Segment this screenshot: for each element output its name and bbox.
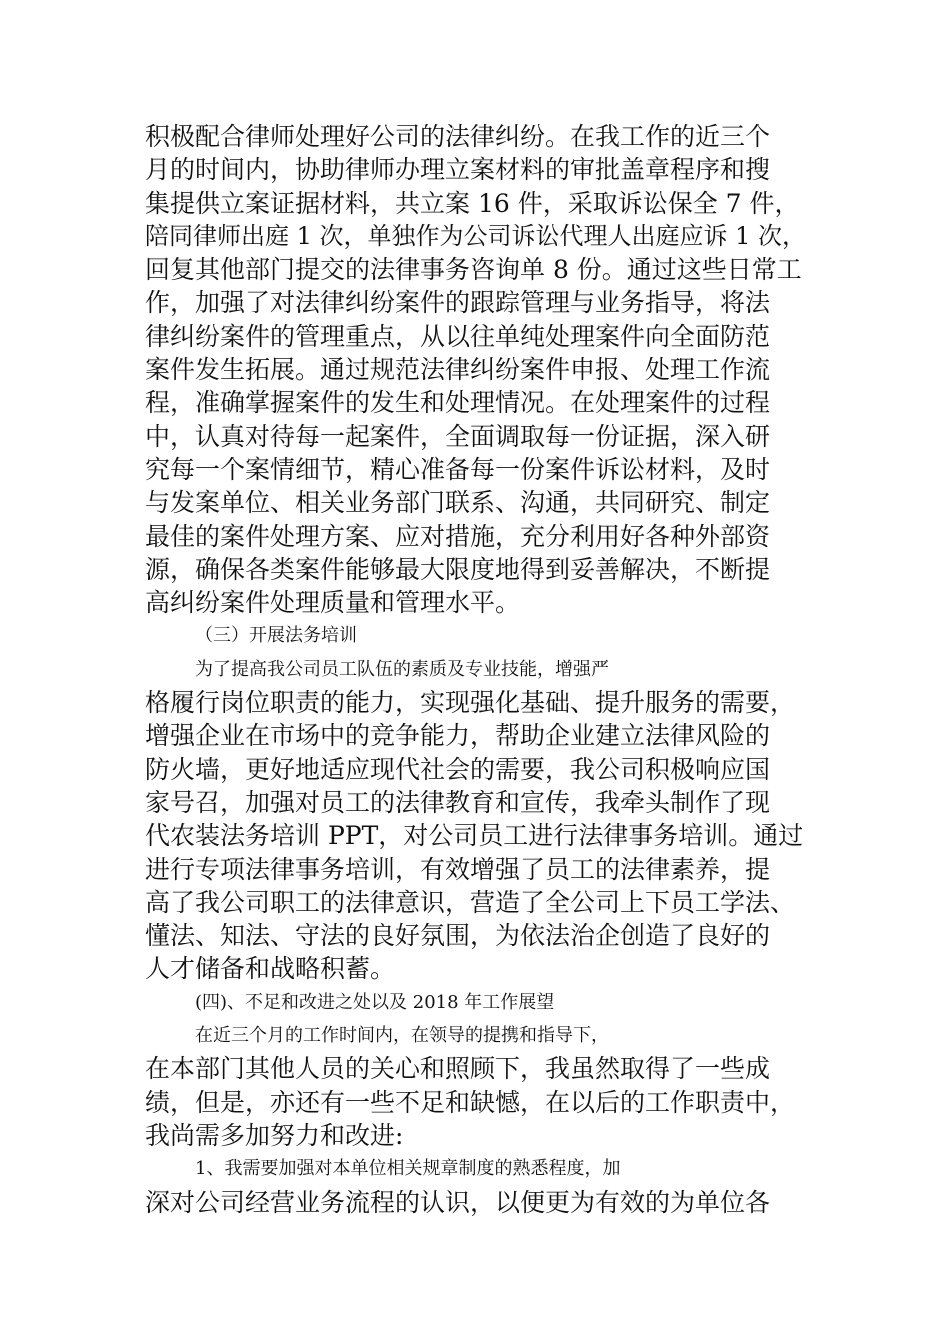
text-line: 案件发生拓展。通过规范法律纠纷案件申报、处理工作流: [145, 355, 771, 385]
text-line: 家号召，加强对员工的法律教育和宣传，我牵头制作了现: [145, 787, 771, 817]
text-line: 回复其他部门提交的法律事务咨询单 8 份。通过这些日常工: [145, 255, 802, 285]
text-line: 源，确保各类案件能够最大限度地得到妥善解决，不断提: [145, 554, 771, 584]
text-line: 绩，但是，亦还有一些不足和缺憾，在以后的工作职责中，: [145, 1087, 796, 1117]
text-line: 人才储备和战略积蓄。: [145, 954, 396, 984]
text-line: 作，加强了对法律纠纷案件的跟踪管理与业务指导，将法: [145, 288, 771, 318]
text-line: 我尚需多加努力和改进:: [145, 1120, 404, 1150]
text-line: 代农装法务培训 PPT，对公司员工进行法律事务培训。通过: [145, 821, 804, 851]
document-body: [145, 120, 810, 1219]
text-line: 律纠纷案件的管理重点，从以往单纯处理案件向全面防范: [145, 321, 771, 351]
text-line: 中，认真对待每一起案件，全面调取每一份证据，深入研: [145, 421, 771, 451]
text-line: 增强企业在市场中的竞争能力，帮助企业建立法律风险的: [145, 721, 771, 751]
text-line: 1、我需要加强对本单位相关规章制度的熟悉程度，加: [195, 1158, 621, 1180]
text-line: 高了我公司职工的法律意识，营造了全公司上下员工学法、: [145, 887, 796, 917]
text-line: 集提供立案证据材料，共立案 16 件，采取诉讼保全 7 件，: [145, 188, 800, 218]
text-line: 在近三个月的工作时间内，在领导的提携和指导下，: [195, 1025, 609, 1047]
text-line: 陪同律师出庭 1 次，单独作为公司诉讼代理人出庭应诉 1 次，: [145, 221, 807, 250]
text-line: （三）开展法务培训: [195, 625, 357, 647]
text-line: (四)、不足和改进之处以及 2018 年工作展望: [195, 991, 555, 1013]
text-line: 高纠纷案件处理质量和管理水平。: [145, 588, 521, 618]
text-line: 防火墙，更好地适应现代社会的需要，我公司积极响应国: [145, 754, 771, 784]
text-line: 进行专项法律事务培训，有效增强了员工的法律素养，提: [145, 854, 771, 884]
text-line: 格履行岗位职责的能力，实现强化基础、提升服务的需要，: [145, 688, 796, 718]
text-line: 最佳的案件处理方案、应对措施，充分利用好各种外部资: [145, 521, 771, 551]
text-line: 为了提高我公司员工队伍的素质及专业技能，增强严: [195, 658, 609, 680]
text-line: 月的时间内，协助律师办理立案材料的审批盖章程序和搜: [145, 155, 771, 185]
text-line: 程，准确掌握案件的发生和处理情况。在处理案件的过程: [145, 388, 771, 418]
text-line: 究每一个案情细节，精心准备每一份案件诉讼材料，及时: [145, 454, 771, 484]
text-line: 懂法、知法、守法的良好氛围，为依法治企创造了良好的: [145, 921, 771, 951]
text-line: 积极配合律师处理好公司的法律纠纷。在我工作的近三个: [145, 122, 771, 151]
text-line: 在本部门其他人员的关心和照顾下，我虽然取得了一些成: [145, 1054, 771, 1084]
text-line: 与发案单位、相关业务部门联系、沟通，共同研究、制定: [145, 488, 771, 518]
text-line: 深对公司经营业务流程的认识，以便更为有效的为单位各: [145, 1187, 771, 1217]
